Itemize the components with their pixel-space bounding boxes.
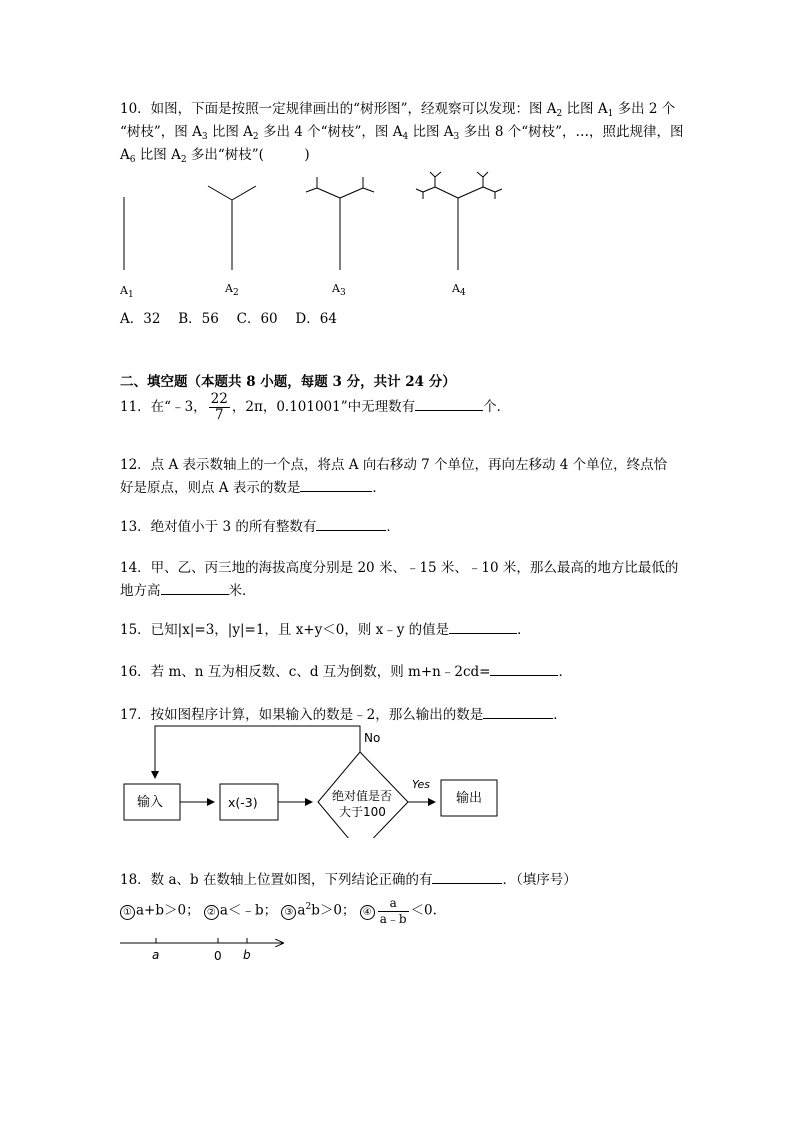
fraction-a-over-a-minus-b: $\frac{a}{a﹣b}$ <box>379 895 407 926</box>
q12-line1: 12．点 A 表示数轴上的一个点，将点 A 向右移动 7 个单位，再向左移动 4 个单位，终点恰 <box>120 457 668 473</box>
q14-blank[interactable] <box>161 580 229 595</box>
q14-line2: 地方高 米． <box>120 579 256 599</box>
input-label: 输入 <box>137 795 164 810</box>
label-a3: $A_3$ <box>332 282 346 298</box>
axis-label-b: b <box>243 948 251 962</box>
q14-line1: 14．甲、乙、丙三地的海拔高度分别是 20 米、﹣15 米、﹣10 米，那么最高的地方比最低的 <box>120 560 679 576</box>
circled-2: ② <box>204 905 219 920</box>
q10-line2: “树枝”，图 $A_3$ 比图 $A_2$ 多出 4 个“树枝”，图 $A_4$ 比图 $A_3$ 多出 8 个“树枝”，…，照此规律，图 <box>120 124 684 142</box>
tree-a4 <box>416 172 502 270</box>
multiply-label: x(-3) <box>228 795 258 810</box>
q17-blank[interactable] <box>483 704 553 719</box>
fraction-22-7: $\frac{22}{7}$ <box>210 391 228 423</box>
q12-line2: 好是原点，则点 A 表示的数是 ． <box>120 476 386 496</box>
output-label: 输出 <box>456 791 483 806</box>
q18: 18．数 a、b 在数轴上位置如图，下列结论正确的有 ．（填序号） <box>120 868 577 888</box>
circled-4: ④ <box>360 905 375 920</box>
yes-label: Yes <box>412 778 431 791</box>
q10-line3: $A_6$ 比图 $A_2$ 多出“树枝”( ) <box>120 147 310 165</box>
axis-label-a: a <box>152 948 160 962</box>
flowchart <box>110 718 530 838</box>
q17: 17．按如图程序计算，如果输入的数是﹣2，那么输出的数是 ． <box>120 703 567 723</box>
q18-statements: ① a+b＞0； ② a＜﹣b； ③ $a^2b>0$； ④ $\frac{a}{a﹣b}$ ＜0. <box>120 892 437 927</box>
condition-line1: 绝对值是否 <box>332 789 393 803</box>
circled-1: ① <box>120 905 135 920</box>
label-a4: $A_4$ <box>452 282 466 298</box>
axis-label-zero: 0 <box>214 949 222 963</box>
q11-blank[interactable] <box>415 396 483 411</box>
condition-line2: 大于100 <box>339 805 386 819</box>
label-a1: $A_1$ <box>120 284 134 300</box>
label-a2: $A_2$ <box>225 282 239 298</box>
q15: 15．已知|x|=3，|y|=1，且 x+y＜0，则 x﹣y 的值是 ． <box>120 618 531 638</box>
q13: 13．绝对值小于 3 的所有整数有 ． <box>120 515 400 535</box>
circled-3: ③ <box>281 905 296 920</box>
no-label: No <box>364 731 381 745</box>
tree-a2 <box>208 186 256 270</box>
tree-figures <box>110 165 530 275</box>
q15-blank[interactable] <box>449 619 517 634</box>
q11: 11．在“﹣3， $\frac{22}{7}$ ，2π，0.101001”中无理数有 个． <box>120 391 511 423</box>
loop-line <box>155 726 360 778</box>
q13-blank[interactable] <box>316 516 386 531</box>
number-line <box>115 932 295 967</box>
q12-blank[interactable] <box>300 477 372 492</box>
tree-a3 <box>306 177 374 270</box>
q16-blank[interactable] <box>490 661 558 676</box>
q10-options: A．32 B．56 C．60 D．64 <box>120 311 337 327</box>
q18-blank[interactable] <box>432 869 502 884</box>
section2-title: 二、填空题（本题共 8 小题，每题 3 分，共计 24 分） <box>120 374 456 390</box>
q16: 16．若 m、n 互为相反数、c、d 互为倒数，则 m+n﹣2cd= ． <box>120 660 572 680</box>
q10-line1: 10．如图，下面是按照一定规律画出的“树形图”，经观察可以发现：图 $A_2$ 比图 $A_1$ 多出 2 个 <box>120 101 676 119</box>
